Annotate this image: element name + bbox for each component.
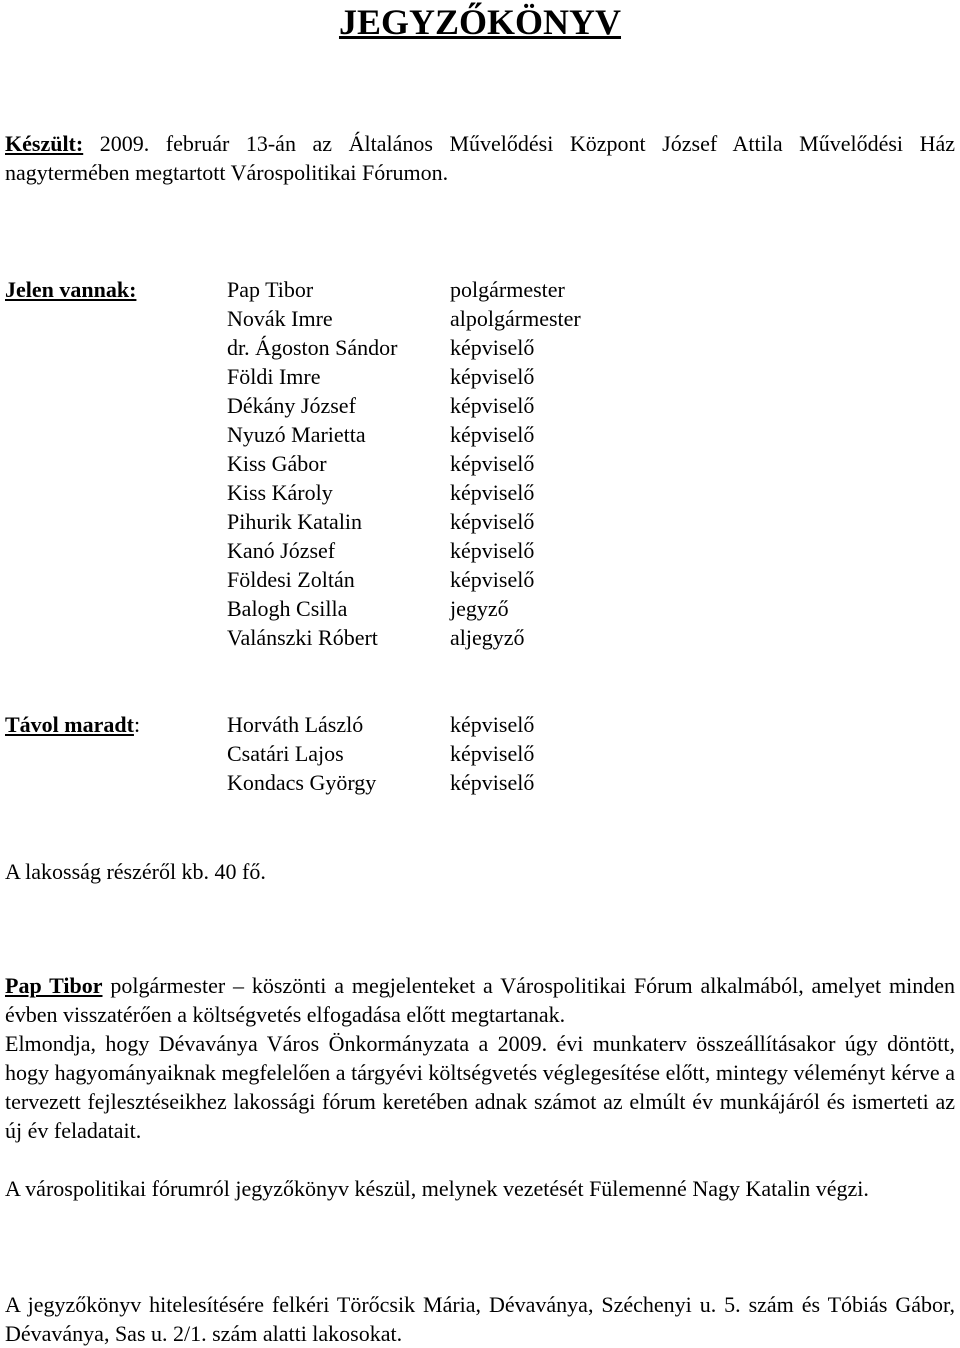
- person-name: Nyuzó Marietta: [227, 422, 366, 447]
- population-line: A lakosság részéről kb. 40 fő.: [5, 859, 266, 884]
- person-role: képviselő: [450, 770, 535, 795]
- authenticators-paragraph: A jegyzőkönyv hitelesítésére felkéri Törőcsik Mária, Dévaványa, Széchenyi u. 5. szám és Tóbiás Gábor, Dévaványa, Sas u. 2/1. szám alatti lakosokat.: [5, 1292, 955, 1346]
- person-role: képviselő: [450, 712, 535, 737]
- person-name: Valánszki Róbert: [227, 625, 378, 650]
- person-role: képviselő: [450, 422, 535, 447]
- person-name: Földesi Zoltán: [227, 567, 355, 592]
- person-name: Kanó József: [227, 538, 336, 563]
- person-role: képviselő: [450, 538, 535, 563]
- person-name: Pap Tibor: [227, 277, 314, 302]
- person-role: jegyző: [450, 596, 509, 621]
- person-role: képviselő: [450, 480, 535, 505]
- person-name: dr. Ágoston Sándor: [227, 335, 398, 360]
- person-name: Kiss Gábor: [227, 451, 327, 476]
- person-role: alpolgármester: [450, 306, 581, 331]
- person-role: képviselő: [450, 567, 535, 592]
- keszult-label: Készült:: [5, 131, 84, 156]
- person-role: képviselő: [450, 509, 535, 534]
- person-role: képviselő: [450, 393, 535, 418]
- person-name: Kondacs György: [227, 770, 377, 795]
- person-name: Horváth László: [227, 712, 364, 737]
- absent-label-text: Távol maradt: [5, 712, 134, 737]
- keszult-text: 2009. február 13-án az Általános Művelődési Központ József Attila Művelődési Ház nagytermében megtartott Várospolitikai Fórumon.: [5, 131, 955, 185]
- speaker-name: Pap Tibor: [5, 973, 103, 998]
- work-plan-paragraph: Elmondja, hogy Dévaványa Város Önkormányzata a 2009. évi munkaterv összeállításakor úgy döntött, hogy hagyományaiknak megfelelően a tárgyévi költségvetés véglegesítése előtt, mintegy véleményt kérve a tervezett fejlesztéseikhez lakossági fórum keretében adnak számot az elmúlt év munkájáról és ismerteti az új év feladatait.: [5, 1031, 955, 1143]
- minutes-keeper-paragraph: A várospolitikai fórumról jegyzőkönyv készül, melynek vezetését Fülemenné Nagy Katalin végzi.: [5, 1176, 869, 1201]
- person-name: Pihurik Katalin: [227, 509, 363, 534]
- person-name: Földi Imre: [227, 364, 321, 389]
- person-role: aljegyző: [450, 625, 525, 650]
- person-role: képviselő: [450, 451, 535, 476]
- absent-label: [5, 710, 140, 739]
- person-role: képviselő: [450, 335, 535, 360]
- person-name: Kiss Károly: [227, 480, 333, 505]
- person-name: Balogh Csilla: [227, 596, 348, 621]
- keszult-paragraph: [5, 129, 955, 187]
- person-name: Csatári Lajos: [227, 741, 344, 766]
- absent-label-colon: :: [133, 712, 141, 737]
- opening-text: polgármester – köszönti a megjelenteket a Várospolitikai Fórum alkalmából, amelyet minden évben visszatérően a költségvetés elfogadása előtt megtartanak.: [5, 973, 955, 1027]
- document-title: JEGYZŐKÖNYV: [338, 2, 622, 42]
- person-role: polgármester: [450, 277, 565, 302]
- person-role: képviselő: [450, 364, 535, 389]
- present-label: Jelen vannak:: [5, 277, 137, 302]
- opening-paragraph: [5, 971, 955, 1029]
- person-name: Novák Imre: [227, 306, 333, 331]
- person-name: Dékány József: [227, 393, 356, 418]
- person-role: képviselő: [450, 741, 535, 766]
